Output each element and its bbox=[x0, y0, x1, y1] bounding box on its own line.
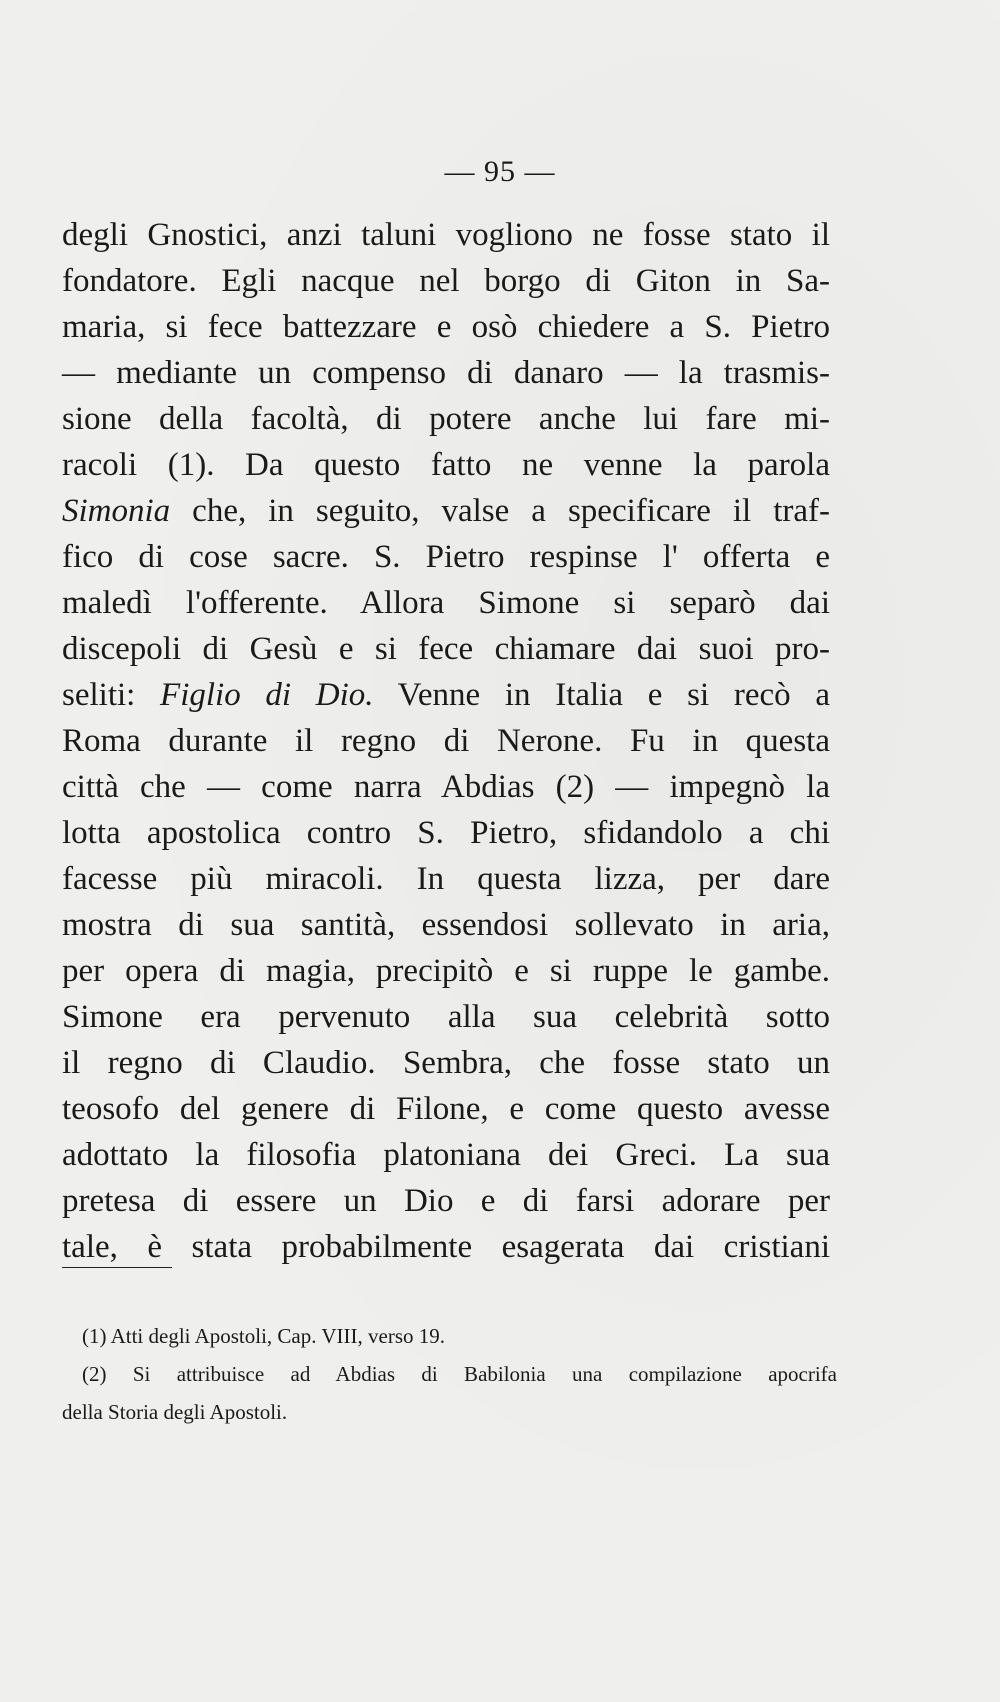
footnote-separator-rule bbox=[62, 1267, 172, 1268]
text-line: sione della facoltà, di potere anche lui fare mi- bbox=[62, 401, 830, 437]
page-number: — 95 — bbox=[444, 155, 556, 188]
text-line: adottato la filosofia platoniana dei Greci. La sua bbox=[62, 1137, 830, 1173]
text-line: maria, si fece battezzare e osò chiedere a S. Pietro bbox=[62, 309, 830, 345]
text-line: fico di cose sacre. S. Pietro respinse l' offerta e bbox=[62, 539, 830, 575]
text-line: mostra di sua santità, essendosi sollevato in aria, bbox=[62, 907, 830, 943]
text-line: degli Gnostici, anzi taluni vogliono ne fosse stato il bbox=[62, 217, 830, 253]
text-line: Roma durante il regno di Nerone. Fu in questa bbox=[62, 723, 830, 759]
text-line: il regno di Claudio. Sembra, che fosse stato un bbox=[62, 1045, 830, 1081]
footnotes bbox=[62, 1317, 837, 1431]
text-line: città che — come narra Abdias (2) — impegnò la bbox=[62, 769, 830, 805]
text-line: fondatore. Egli nacque nel borgo di Giton in Sa- bbox=[62, 263, 830, 299]
text-line: facesse più miracoli. In questa lizza, per dare bbox=[62, 861, 830, 897]
text-line: per opera di magia, precipitò e si ruppe le gambe. bbox=[62, 953, 830, 989]
text-line: lotta apostolica contro S. Pietro, sfidandolo a chi bbox=[62, 815, 830, 851]
footnote-2-line-1: (2) Si attribuisce ad Abdias di Babilonia una compilazione apocrifa bbox=[82, 1362, 837, 1386]
text-line: pretesa di essere un Dio e di farsi adorare per bbox=[62, 1183, 830, 1219]
text-line: racoli (1). Da questo fatto ne venne la parola bbox=[62, 447, 830, 483]
text-line: maledì l'offerente. Allora Simone si separò dai bbox=[62, 585, 830, 621]
text-line: Simone era pervenuto alla sua celebrità sotto bbox=[62, 999, 830, 1035]
body-text bbox=[62, 212, 830, 1270]
text-line: tale, è stata probabilmente esagerata dai cristiani bbox=[62, 1229, 830, 1265]
text-line: teosofo del genere di Filone, e come questo avesse bbox=[62, 1091, 830, 1127]
text-line: discepoli di Gesù e si fece chiamare dai suoi pro- bbox=[62, 631, 830, 667]
footnote-1: (1) Atti degli Apostoli, Cap. VIII, verso 19. bbox=[82, 1324, 445, 1348]
text-line: Simonia che, in seguito, valse a specificare il traf- bbox=[62, 493, 830, 529]
text-line: seliti: Figlio di Dio. Venne in Italia e si recò a bbox=[62, 677, 830, 713]
footnote-2-line-2: della Storia degli Apostoli. bbox=[62, 1400, 288, 1424]
text-line: — mediante un compenso di danaro — la trasmis- bbox=[62, 355, 830, 391]
